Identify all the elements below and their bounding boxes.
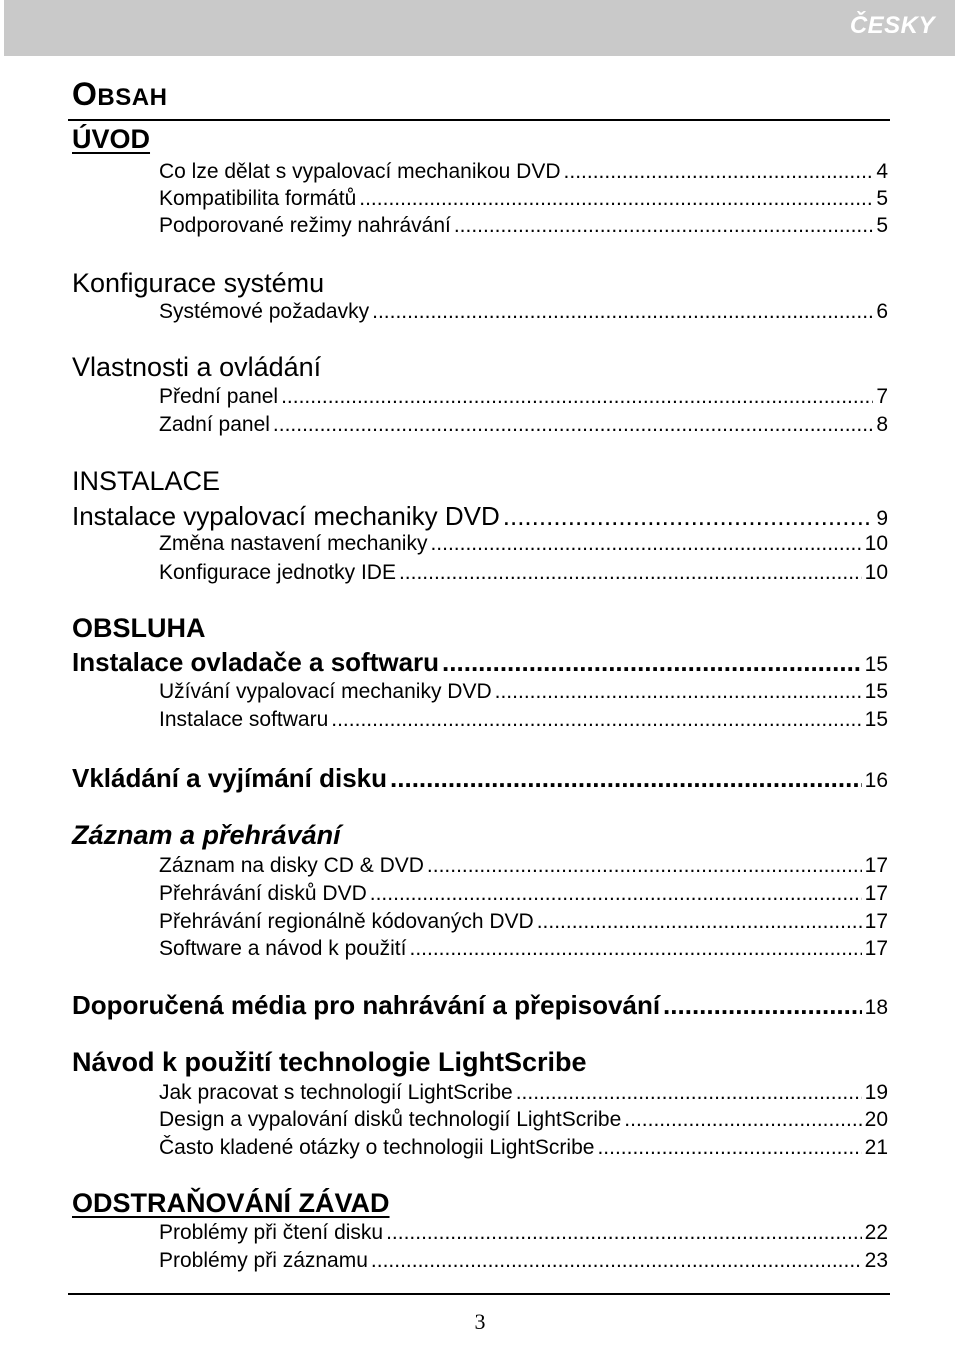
toc-entry-page: 8 bbox=[876, 413, 888, 436]
toc-leader-dots bbox=[495, 680, 862, 704]
toc-entry-page: 10 bbox=[864, 561, 888, 584]
toc-entry-page: 17 bbox=[864, 937, 888, 960]
toc-entry-label: Instalace ovladače a softwaru bbox=[72, 647, 440, 677]
toc-entry[interactable] bbox=[159, 160, 888, 184]
toc-entry-page: 16 bbox=[864, 769, 888, 792]
toc-entry[interactable] bbox=[159, 532, 888, 556]
toc-entry-page: 17 bbox=[864, 910, 888, 933]
toc-entry-main[interactable] bbox=[72, 763, 888, 794]
toc-entry-label: Design a vypalování disků technologií LightScribe bbox=[159, 1108, 622, 1131]
document-title bbox=[72, 76, 167, 113]
section-heading-zavady: ODSTRAŇOVÁNÍ ZÁVAD bbox=[72, 1188, 390, 1218]
toc-leader-dots bbox=[281, 385, 873, 409]
toc-entry-label: Užívání vypalovací mechaniky DVD bbox=[159, 680, 492, 703]
toc-leader-dots bbox=[503, 501, 874, 532]
toc-entry[interactable] bbox=[159, 385, 888, 409]
toc-entry-page: 17 bbox=[864, 882, 888, 905]
language-label: ČESKY bbox=[849, 12, 935, 39]
toc-entry-label: Software a návod k použití bbox=[159, 937, 407, 960]
toc-leader-dots bbox=[597, 1136, 861, 1160]
toc-entry-label: Změna nastavení mechaniky bbox=[159, 532, 428, 555]
toc-entry[interactable] bbox=[159, 1081, 888, 1105]
header-bar bbox=[4, 0, 955, 56]
toc-leader-dots bbox=[372, 300, 873, 324]
toc-entry[interactable] bbox=[159, 413, 888, 437]
toc-leader-dots bbox=[516, 1081, 862, 1105]
toc-entry[interactable] bbox=[159, 300, 888, 324]
toc-entry-label: Co lze dělat s vypalovací mechanikou DVD bbox=[159, 160, 561, 183]
toc-entry[interactable] bbox=[159, 708, 888, 732]
toc-entry[interactable] bbox=[159, 561, 888, 585]
toc-entry[interactable] bbox=[159, 214, 888, 238]
toc-leader-dots bbox=[386, 1221, 862, 1245]
section-heading-vlastnosti: Vlastnosti a ovládání bbox=[72, 352, 322, 382]
toc-entry-page: 17 bbox=[864, 854, 888, 877]
toc-entry-page: 19 bbox=[864, 1081, 888, 1104]
toc-entry-label: Přehrávání regionálně kódovaných DVD bbox=[159, 910, 534, 933]
toc-entry[interactable] bbox=[159, 1249, 888, 1273]
toc-entry[interactable] bbox=[159, 1221, 888, 1245]
toc-entry-page: 20 bbox=[864, 1108, 888, 1131]
toc-entry-label: Systémové požadavky bbox=[159, 300, 370, 323]
toc-entry-label: Záznam na disky CD & DVD bbox=[159, 854, 424, 877]
toc-leader-dots bbox=[663, 990, 862, 1021]
toc-entry-page: 23 bbox=[864, 1249, 888, 1272]
toc-entry[interactable] bbox=[159, 187, 888, 211]
toc-entry-label: Doporučená média pro nahrávání a přepisování bbox=[72, 990, 661, 1020]
toc-entry-page: 22 bbox=[864, 1221, 888, 1244]
toc-leader-dots bbox=[564, 160, 874, 184]
page-number: 3 bbox=[474, 1309, 486, 1334]
toc-leader-dots bbox=[399, 561, 862, 585]
toc-entry-label: Přední panel bbox=[159, 385, 279, 408]
section-heading-instalace: INSTALACE bbox=[72, 466, 221, 496]
toc-entry[interactable] bbox=[159, 1108, 888, 1132]
toc-leader-dots bbox=[370, 882, 862, 906]
toc-leader-dots bbox=[390, 763, 862, 794]
toc-leader-dots bbox=[427, 854, 862, 878]
toc-entry[interactable] bbox=[159, 680, 888, 704]
toc-entry-label: Konfigurace jednotky IDE bbox=[159, 561, 396, 584]
toc-entry-page: 15 bbox=[864, 708, 888, 731]
toc-entry-page: 5 bbox=[876, 214, 888, 237]
toc-entry-label: Problémy při záznamu bbox=[159, 1249, 368, 1272]
toc-leader-dots bbox=[409, 937, 861, 961]
title-divider bbox=[68, 119, 890, 121]
toc-entry-label: Často kladené otázky o technologii LightScribe bbox=[159, 1136, 595, 1159]
toc-entry-label: Přehrávání disků DVD bbox=[159, 882, 367, 905]
toc-entry-main[interactable] bbox=[72, 647, 888, 678]
toc-entry-page: 15 bbox=[864, 680, 888, 703]
toc-entry-page: 6 bbox=[876, 300, 888, 323]
toc-entry-page: 15 bbox=[864, 653, 888, 676]
toc-leader-dots bbox=[430, 532, 861, 556]
toc-entry[interactable] bbox=[159, 1136, 888, 1160]
toc-entry[interactable] bbox=[159, 854, 888, 878]
toc-entry-label: Kompatibilita formátů bbox=[159, 187, 357, 210]
toc-entry-main[interactable] bbox=[72, 501, 888, 532]
toc-entry-label: Instalace vypalovací mechaniky DVD bbox=[72, 501, 500, 531]
toc-entry-page: 21 bbox=[864, 1136, 888, 1159]
footer-divider bbox=[68, 1293, 890, 1295]
toc-entry-label: Zadní panel bbox=[159, 413, 270, 436]
title-first-letter: O bbox=[72, 76, 98, 112]
toc-leader-dots bbox=[371, 1249, 862, 1273]
toc-leader-dots bbox=[442, 647, 862, 678]
title-rest: BSAH bbox=[97, 84, 168, 111]
toc-entry-page: 4 bbox=[876, 160, 888, 183]
toc-leader-dots bbox=[359, 187, 873, 211]
toc-leader-dots bbox=[454, 214, 873, 238]
toc-leader-dots bbox=[273, 413, 873, 437]
toc-entry-page: 5 bbox=[876, 187, 888, 210]
section-heading-obsluha: OBSLUHA bbox=[72, 613, 206, 643]
toc-entry-page: 9 bbox=[876, 507, 888, 530]
toc-entry-label: Vkládání a vyjímání disku bbox=[72, 763, 388, 793]
toc-leader-dots bbox=[624, 1108, 861, 1132]
toc-entry-label: Jak pracovat s technologií LightScribe bbox=[159, 1081, 513, 1104]
toc-entry-label: Problémy při čtení disku bbox=[159, 1221, 384, 1244]
toc-entry-label: Podporované režimy nahrávání bbox=[159, 214, 451, 237]
toc-entry[interactable] bbox=[159, 937, 888, 961]
section-heading-zaznam: Záznam a přehrávání bbox=[72, 820, 341, 850]
toc-leader-dots bbox=[331, 708, 861, 732]
toc-entry[interactable] bbox=[159, 910, 888, 934]
toc-entry-label: Instalace softwaru bbox=[159, 708, 329, 731]
toc-entry-page: 10 bbox=[864, 532, 888, 555]
toc-leader-dots bbox=[537, 910, 862, 934]
section-heading-konfigurace: Konfigurace systému bbox=[72, 268, 325, 298]
toc-entry-page: 18 bbox=[864, 996, 888, 1019]
section-heading-uvod: ÚVOD bbox=[72, 124, 151, 154]
toc-entry[interactable] bbox=[159, 882, 888, 906]
section-heading-lightscribe: Návod k použití technologie LightScribe bbox=[72, 1047, 587, 1077]
toc-entry-page: 7 bbox=[876, 385, 888, 408]
toc-entry-main[interactable] bbox=[72, 990, 888, 1021]
